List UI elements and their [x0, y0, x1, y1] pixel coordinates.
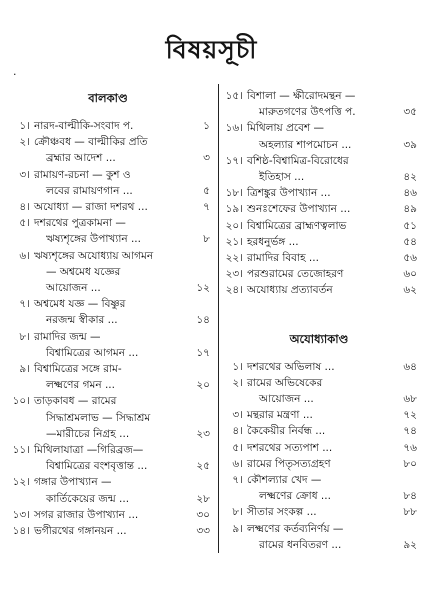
entry-page-number: ৩০ — [196, 508, 210, 521]
entry-page-number: ৪৯ — [403, 203, 417, 216]
entry-number: ১৭। — [225, 154, 243, 167]
toc-entry — [4, 361, 212, 393]
entry-page-number: ১৭ — [196, 346, 210, 359]
toc-entry — [219, 375, 419, 407]
entry-title — [34, 507, 184, 523]
entry-page-number: ৬৮ — [403, 393, 417, 406]
entry-page-number: ৩৩ — [196, 525, 210, 538]
entry-title — [34, 167, 184, 199]
entry-title — [34, 442, 184, 474]
entry-title-line: গঙ্গার উপাখ্যান — — [34, 476, 112, 489]
toc-entry — [4, 442, 212, 474]
entry-number: ১। — [232, 360, 243, 373]
entry-title-line: শুনঃশেফের উপাখ্যান ... — [247, 203, 351, 216]
toc-entry — [4, 523, 212, 539]
toc-entry — [219, 266, 419, 282]
toc-entry — [4, 167, 212, 199]
toc-entry — [219, 201, 419, 217]
entry-title-line: তাড়কাবধ — রামের — [34, 395, 117, 408]
section-heading-ayodhyakanda: অযোধ্যাকাণ্ড — [289, 331, 349, 346]
entry-title-line: হরধনুর্ভঙ্গ ... — [247, 235, 299, 248]
entry-title-line: সীতার সংকল্প ... — [247, 506, 317, 519]
entry-number: ৫। — [19, 217, 30, 230]
toc-entry — [4, 118, 212, 134]
entry-page-number: ৩ — [203, 152, 210, 165]
entry-title-line: ক্রৌঞ্চবধ — বাল্মীকির প্রতি — [34, 136, 148, 149]
toc-entry — [219, 504, 419, 520]
entry-page-number: ২৩ — [196, 427, 210, 440]
entry-title — [34, 118, 184, 134]
entry-number: ৩। — [232, 409, 243, 422]
entry-number: ১৪। — [12, 525, 30, 538]
entry-title — [34, 296, 184, 328]
toc-entry — [219, 423, 419, 439]
entry-number: ৮। — [19, 330, 30, 343]
entry-title-line: রামাদির জন্ম — — [34, 330, 101, 343]
section-heading-balakanda: বালকাণ্ড — [88, 91, 128, 105]
entry-title-line: ব্রহ্মার আদেশ ... — [46, 152, 116, 165]
entry-number: ২। — [19, 136, 30, 149]
entry-title-line: দশরথের পুত্রকামনা — — [34, 217, 126, 230]
toc-entry — [219, 218, 419, 234]
entry-number: ২৩। — [225, 268, 243, 281]
entry-title — [247, 423, 391, 439]
entry-title — [34, 361, 184, 393]
entry-number: ৮। — [232, 506, 243, 519]
entry-number: ৯। — [232, 522, 243, 535]
toc-entry — [219, 456, 419, 472]
entry-number: ২। — [232, 376, 243, 389]
entry-title — [247, 472, 391, 504]
entry-title — [247, 359, 391, 375]
entry-page-number: ৬৪ — [403, 360, 417, 373]
toc-entry — [219, 234, 419, 250]
toc-entry — [219, 120, 419, 152]
entry-number: ৭। — [232, 474, 243, 487]
page-title: বিষয়সূচী — [165, 35, 258, 64]
entry-title-line: বিশ্বামিত্রের আগমন ... — [46, 346, 139, 359]
entry-page-number: ৭২ — [403, 409, 417, 422]
entry-title — [247, 120, 391, 152]
entry-page-number: ৪২ — [403, 171, 417, 184]
entry-number: ১০। — [12, 395, 30, 408]
toc-entry — [219, 185, 419, 201]
toc-entry — [4, 296, 212, 328]
entry-number: ১। — [19, 120, 30, 132]
section-gap — [219, 299, 419, 325]
entry-title-line: দশরথের অভিলাষ ... — [247, 360, 335, 373]
entry-page-number: ৮ — [203, 233, 210, 246]
entry-title — [247, 201, 391, 217]
entry-page-number: ৩৫ — [403, 106, 417, 119]
toc-list-right-bottom — [219, 359, 419, 553]
entry-title-line: কৌশল্যার খেদ — — [247, 474, 322, 487]
entry-title — [34, 134, 184, 166]
entry-title — [34, 393, 184, 442]
entry-title-line: বিশ্বামিত্রের বংশবৃত্তান্ত ... — [46, 460, 148, 473]
toc-list-left — [4, 118, 212, 539]
entry-title-line: অশ্বমেধ যজ্ঞ — বিষ্ণুর — [34, 298, 126, 311]
entry-title-line: লক্ষ্মণের কর্তব্যনির্ণয় — — [247, 522, 344, 535]
entry-title-line: নরজন্ম স্বীকার ... — [46, 314, 118, 327]
entry-page-number: ১৪ — [196, 314, 210, 327]
toc-entry — [219, 282, 419, 298]
entry-title — [34, 523, 184, 539]
entry-number: ১২। — [12, 476, 30, 489]
entry-title — [247, 153, 391, 185]
entry-title-line: সগর রাজার উপাখ্যান ... — [34, 508, 139, 521]
entry-page-number: ৭ — [203, 201, 210, 214]
entry-title — [34, 215, 184, 247]
entry-title-line: অহল্যার শাপমোচন ... — [259, 138, 352, 151]
corner-mark: · — [13, 68, 17, 81]
entry-number: ২২। — [225, 252, 243, 265]
entry-title — [247, 234, 391, 250]
entry-title — [34, 199, 184, 215]
entry-page-number: ১ — [203, 120, 210, 132]
entry-title-line: রামের পিতৃসত্যগ্রহণ — [247, 457, 331, 470]
entry-title — [247, 88, 391, 120]
entry-page-number: ৮৮ — [403, 506, 417, 519]
entry-title-line: লক্ষ্মণের ক্রোধ ... — [259, 490, 331, 503]
entry-title — [247, 218, 391, 234]
entry-title-line: ঋষ্যশৃঙ্গের অযোধ্যায় আগমন — [34, 249, 154, 262]
toc-entry — [4, 474, 212, 506]
entry-title — [247, 266, 391, 282]
entry-title-line: লবের রামায়ণগান ... — [46, 184, 133, 197]
entry-number: ৪। — [232, 425, 243, 438]
entry-number: ১৬। — [225, 122, 243, 135]
entry-number: ২১। — [225, 235, 243, 248]
toc-entry — [4, 248, 212, 297]
toc-list-right-top — [219, 84, 419, 299]
entry-title-line: সিদ্ধাশ্রমলাভ — সিদ্ধাশ্রম — [46, 411, 151, 424]
entry-title — [34, 474, 184, 506]
entry-title — [247, 407, 391, 423]
entry-title-line: কৈকেয়ীর নির্বন্ধ ... — [247, 425, 326, 438]
entry-page-number: ৭৬ — [403, 441, 417, 454]
entry-title — [34, 329, 184, 361]
entry-number: ৩। — [19, 168, 30, 181]
entry-title-line: বশিষ্ঠ-বিশ্বামিত্র-বিরোধের — [247, 154, 349, 167]
entry-number: ১৮। — [225, 187, 243, 200]
toc-entry — [219, 250, 419, 266]
entry-page-number: ৭৪ — [403, 425, 417, 438]
entry-number: ৪। — [19, 201, 30, 214]
entry-title-line: রামের ধনবিতরণ ... — [259, 538, 342, 551]
entry-title — [247, 504, 391, 520]
entry-title-line: আয়োজন ... — [259, 393, 314, 406]
entry-title — [247, 250, 391, 266]
entry-title — [247, 521, 391, 553]
entry-title-line: মিথিলাযাত্রা —গিরিব্রজ— — [34, 444, 144, 457]
toc-entry — [219, 407, 419, 423]
entry-number: ৯। — [19, 363, 30, 376]
entry-title — [247, 185, 391, 201]
entry-title-line: পরশুরামের তেজোহরণ — [247, 268, 344, 281]
entry-title-line: বিশ্বামিত্রের সঙ্গে রাম- — [34, 363, 122, 376]
entry-page-number: ৫৪ — [403, 235, 417, 248]
entry-title-line: অযোধ্যায় প্রত্যাবর্তন — [247, 284, 333, 297]
entry-number: ১৫। — [225, 90, 243, 102]
entry-page-number: ৬২ — [403, 284, 417, 297]
entry-number: ৫। — [232, 441, 243, 454]
toc-entry — [219, 359, 419, 375]
entry-page-number: ৫১ — [403, 219, 417, 232]
entry-title-line: নারদ-বাল্মীকি-সংবাদ প. — [34, 120, 134, 132]
entry-number: ২৪। — [225, 284, 243, 297]
entry-title-line: লক্ষ্মণের গমন ... — [46, 379, 115, 392]
entry-title-line: ইতিহাস ... — [259, 171, 305, 184]
entry-title-line: রামায়ণ-রচনা — কুশ ও — [34, 168, 131, 181]
entry-title-line: রামের অভিষেকের — [247, 376, 323, 389]
entry-page-number: ৯২ — [403, 538, 417, 551]
entry-page-number: ৪৬ — [403, 187, 417, 200]
entry-title-line: বিশালা — ক্ষীরোদমন্থন — — [247, 90, 356, 102]
entry-number: ৬। — [232, 457, 243, 470]
toc-entry — [219, 472, 419, 504]
entry-title-line: রামাদির বিবাহ ... — [247, 252, 319, 265]
entry-number: ১৯। — [225, 203, 243, 216]
left-column — [4, 84, 212, 539]
entry-title-line: অযোধ্যা — রাজা দশরথ ... — [34, 201, 148, 214]
entry-page-number: ৫৬ — [403, 252, 417, 265]
entry-number: ৭। — [19, 298, 30, 311]
toc-entry — [4, 134, 212, 166]
entry-title — [34, 248, 184, 297]
entry-page-number: ২৫ — [196, 460, 210, 473]
entry-page-number: ২৮ — [196, 492, 210, 505]
toc-entry — [4, 507, 212, 523]
entry-number: ২০। — [225, 219, 243, 232]
entry-title-line: ঋষ্যশৃঙ্গের উপাখ্যান ... — [46, 233, 141, 246]
entry-page-number: ৮০ — [403, 457, 417, 470]
entry-page-number: ১২ — [196, 282, 210, 295]
entry-title-line: — অশ্বমেধ যজ্ঞের — [46, 265, 121, 278]
entry-title-line: বিশ্বামিত্রের ব্রাহ্মণত্বলাভ — [247, 219, 347, 232]
toc-entry — [219, 440, 419, 456]
entry-title — [247, 375, 391, 407]
entry-page-number: ৮৪ — [403, 490, 417, 503]
toc-entry — [219, 521, 419, 553]
right-column — [218, 84, 419, 553]
entry-title-line: ত্রিশঙ্কুর উপাখ্যান ... — [247, 187, 331, 200]
entry-title-line: মিথিলায় প্রবেশ — — [247, 122, 324, 135]
entry-title-line: মন্থরার মন্ত্রণা ... — [247, 409, 313, 422]
toc-entry — [4, 329, 212, 361]
toc-entry — [219, 153, 419, 185]
entry-title — [247, 440, 391, 456]
toc-entry — [4, 199, 212, 215]
entry-title — [247, 456, 391, 472]
entry-number: ৬। — [19, 249, 30, 262]
entry-title-line: আয়োজন ... — [46, 282, 101, 295]
entry-number: ১৩। — [12, 508, 30, 521]
entry-title-line: —মারীচের নিগ্রহ ... — [46, 427, 130, 440]
entry-title-line: কার্তিকেয়ের জন্ম ... — [46, 492, 130, 505]
entry-title-line: মারুতগণের উৎপত্তি প. — [259, 106, 356, 119]
toc-entry — [219, 88, 419, 120]
entry-page-number: ২০ — [196, 379, 210, 392]
toc-entry — [4, 215, 212, 247]
toc-entry — [4, 393, 212, 442]
entry-number: ১১। — [12, 444, 30, 457]
entry-title — [247, 282, 391, 298]
entry-page-number: ৬০ — [403, 268, 417, 281]
entry-page-number: ৩৯ — [403, 138, 417, 151]
entry-page-number: ৫ — [203, 184, 210, 197]
entry-title-line: দশরথের সত্যপাশ ... — [247, 441, 333, 454]
entry-title-line: ভগীরথের গঙ্গানয়ন ... — [34, 525, 127, 538]
